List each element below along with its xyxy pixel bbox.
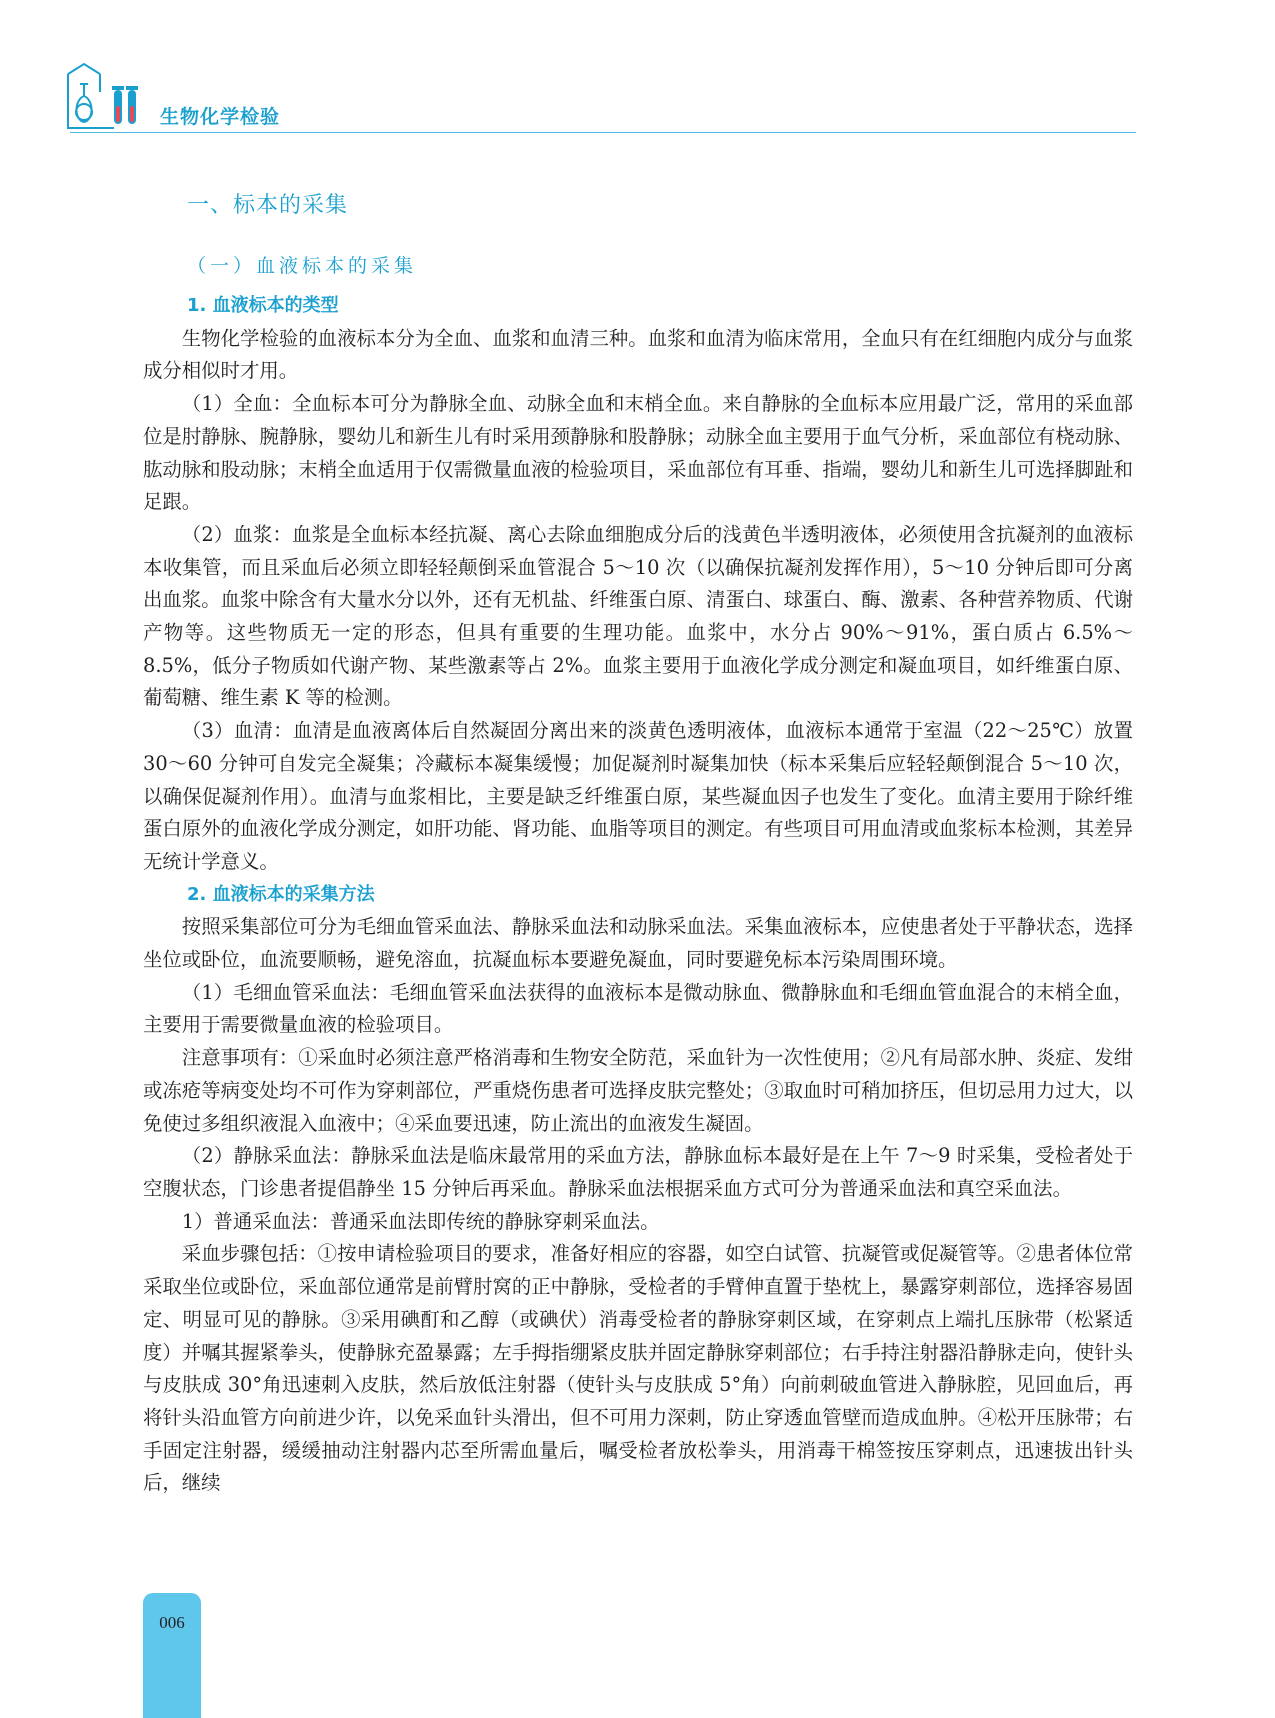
paragraph: （1）毛细血管采血法：毛细血管采血法获得的血液标本是微动脉血、微静脉血和毛细血管血混合的末梢全血，主要用于需要微量血液的检验项目。	[143, 980, 1133, 1037]
heading-blood-specimen-types: 1. 血液标本的类型	[187, 295, 339, 316]
page-number: 006	[159, 1613, 185, 1632]
paragraph: （1）全血：全血标本可分为静脉全血、动脉全血和末梢全血。来自静脉的全血标本应用最广泛，常用的采血部位是肘静脉、腕静脉，婴幼儿和新生儿有时采用颈静脉和股静脉；动脉全血主要用于血气分析，采血部位有桡动脉、肱动脉和股动脉；末梢全血适用于仅需微量血液的检验项目，采血部位有耳垂、指端，婴幼儿和新生儿可选择脚趾和足跟。	[143, 392, 1133, 514]
subsection-heading: （一）血液标本的采集	[187, 255, 418, 277]
paragraph: （2）血浆：血浆是全血标本经抗凝、离心去除血细胞成分后的浅黄色半透明液体，必须使用含抗凝剂的血液标本收集管，而且采血后必须立即轻轻颠倒采血管混合 5～10 次（以确保抗凝剂发挥作用），5～10 分钟后即可分离出血浆。血浆中除含有大量水分以外，还有无机盐、纤维蛋白原、清蛋白、球蛋白、酶、激素、各种营养物质、代谢产物等。这些物质无一定的形态，但具有重要的生理功能。血浆中，水分占 90%～91%，蛋白质占 6.5%～8.5%，低分子物质如代谢产物、某些激素等占 2%。血浆主要用于血液化学成分测定和凝血项目，如纤维蛋白原、葡萄糖、维生素 K 等的检测。	[143, 522, 1133, 710]
header-divider	[70, 132, 1136, 133]
page-number-tab	[143, 1593, 201, 1718]
paragraph: 生物化学检验的血液标本分为全血、血浆和血清三种。血浆和血清为临床常用，全血只有在红细胞内成分与血浆成分相似时才用。	[143, 326, 1133, 383]
paragraph: 注意事项有：①采血时必须注意严格消毒和生物安全防范，采血针为一次性使用；②凡有局部水肿、炎症、发绀或冻疮等病变处均不可作为穿刺部位，严重烧伤患者可选择皮肤完整处；③取血时可稍加挤压，但切忌用力过大，以免使过多组织液混入血液中；④采血要迅速，防止流出的血液发生凝固。	[143, 1046, 1133, 1135]
paragraph: （2）静脉采血法：静脉采血法是临床最常用的采血方法，静脉血标本最好是在上午 7～9 时采集，受检者处于空腹状态，门诊患者提倡静坐 15 分钟后再采血。静脉采血法根据采血方式可分为普通采血法和真空采血法。	[143, 1144, 1133, 1200]
paragraph: 采血步骤包括：①按申请检验项目的要求，准备好相应的容器，如空白试管、抗凝管或促凝管等。②患者体位常采取坐位或卧位，采血部位通常是前臂肘窝的正中静脉，受检者的手臂伸直置于垫枕上，暴露穿刺部位，选择容易固定、明显可见的静脉。③采用碘酊和乙醇（或碘伏）消毒受检者的静脉穿刺区域，在穿刺点上端扎压脉带（松紧适度）并嘱其握紧拳头，使静脉充盈暴露；左手拇指绷紧皮肤并固定静脉穿刺部位；右手持注射器沿静脉走向，使针头与皮肤成 30°角迅速刺入皮肤，然后放低注射器（使针头与皮肤成 5°角）向前刺破血管进入静脉腔，见回血后，再将针头沿血管方向前进少许，以免采血针头滑出，但不可用力深刺，防止穿透血管壁而造成血肿。④松开压脉带；右手固定注射器，缓缓抽动注射器内芯至所需血量后，嘱受检者放松拳头，用消毒干棉签按压穿刺点，迅速拔出针头后，继续	[143, 1242, 1133, 1495]
section-heading: 一、标本的采集	[187, 193, 349, 218]
paragraph: 按照采集部位可分为毛细血管采血法、静脉采血法和动脉采血法。采集血液标本，应使患者处于平静状态，选择坐位或卧位，血流要顺畅，避免溶血，抗凝血标本要避免凝血，同时要避免标本污染周围环境。	[143, 915, 1133, 972]
paragraph: （3）血清：血清是血液离体后自然凝固分离出来的淡黄色透明液体，血液标本通常于室温（22～25℃）放置 30～60 分钟可自发完全凝集；冷藏标本凝集缓慢；加促凝剂时凝集加快（标本采集后应轻轻颠倒混合 5～10 次，以确保促凝剂作用）。血清与血浆相比，主要是缺乏纤维蛋白原，某些凝血因子也发生了变化。血清主要用于除纤维蛋白原外的血液化学成分测定，如肝功能、肾功能、血脂等项目的测定。有些项目可用血清或血浆标本检测，其差异无统计学意义。	[143, 719, 1133, 873]
paragraph: 1）普通采血法：普通采血法即传统的静脉穿刺采血法。	[181, 1209, 660, 1233]
running-header-title: 生物化学检验	[160, 106, 281, 128]
body-text	[143, 290, 1133, 1500]
lab-flask-test-tubes-icon	[66, 62, 146, 134]
heading-blood-collection-methods: 2. 血液标本的采集方法	[187, 883, 375, 905]
